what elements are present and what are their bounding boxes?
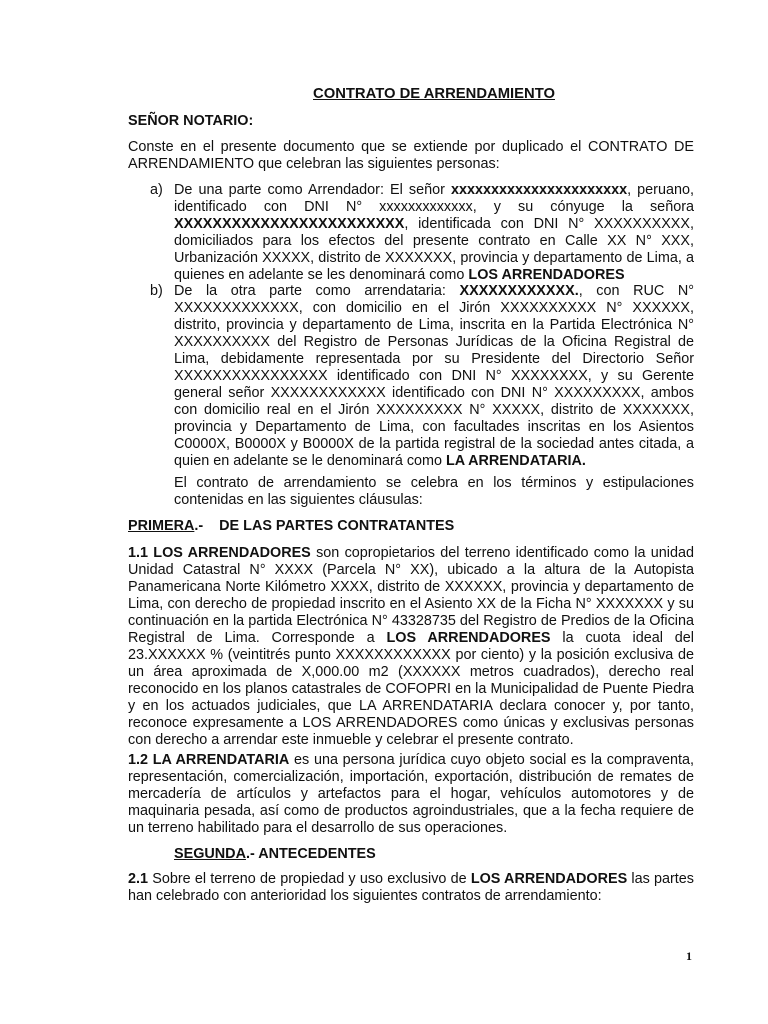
section-heading-primera: PRIMERA.- DE LAS PARTES CONTRATANTES [128, 518, 455, 534]
clause-1-2: 1.2 LA ARRENDATARIA es una persona jurídica cuyo objeto social es la compraventa, representación, comercialización, importación, exportación, distribución de remates de mercadería de artículos y artefactos para el hogar, vehículos automotores y de maquinaria pesada, así como de productos agroindustriales, que a la fecha requiere de un terreno habilitado para el desarrollo de sus operaciones. [128, 752, 694, 836]
list-item-b: De la otra parte como arrendataria: XXXXXXXXXXXX., con RUC N° XXXXXXXXXXXXX, con domicilio en el Jirón XXXXXXXXXX N° XXXXXX, distrito, provincia y departamento de Lima, inscrita en la Partida Electrónica N° XXXXXXXXXX del Registro de Personas Jurídicas de la Oficina Registral de Lima, debidamente representada por su Presidente del Directorio Señor XXXXXXXXXXXXXXXX identificado con DNI N° XXXXXXXX, y su Gerente general señor XXXXXXXXXXXX identificado con DNI N° XXXXXXXXX, ambos con domicilio real en el Jirón XXXXXXXXX N° XXXXX, distrito de XXXXXXX, provincia y Departamento de Lima, con facultades inscritas en los Asientos C0000X, B0000X y B0000X de la partida registral de la sociedad antes citada, a quien en adelante se le denominará como LA ARRENDATARIA. [174, 283, 694, 469]
list-item-a: De una parte como Arrendador: El señor xxxxxxxxxxxxxxxxxxxxxx, peruano, identificado con DNI N° xxxxxxxxxxxxx, y su cónyuge la señora XXXXXXXXXXXXXXXXXXXXXXXX, identificada con DNI N° XXXXXXXXXX, domiciliados para los efectos del presente contrato en Calle XX N° XXX, Urbanización XXXXX, distrito de XXXXXXX, provincia y departamento de Lima, a quienes en adelante se les denominará como LOS ARRENDADORES [174, 182, 694, 283]
intro-paragraph: Conste en el presente documento que se extiende por duplicado el CONTRATO DE ARRENDAMIENTO que celebran las siguientes personas: [128, 139, 694, 172]
document-title: CONTRATO DE ARRENDAMIENTO [313, 86, 555, 102]
list-marker-b: b) [150, 283, 163, 299]
section-heading-segunda: SEGUNDA.- ANTECEDENTES [174, 846, 376, 862]
clauses-intro-paragraph: El contrato de arrendamiento se celebra en los términos y estipulaciones contenidas en las siguientes cláusulas: [174, 475, 694, 508]
clause-1-1: 1.1 LOS ARRENDADORES son copropietarios del terreno identificado como la unidad Unidad Catastral N° XXXX (Parcela N° XX), ubicado a la altura de la Autopista Panamericana Norte Kilómetro XXXX, distrito de XXXXXX, provincia y departamento de Lima, con derecho de propiedad inscrito en el Asiento XX de la Ficha N° XXXXXXX y su continuación en la partida Electrónica N° 43328735 del Registro de Predios de la Oficina Registral de Lima. Corresponde a LOS ARRENDADORES la cuota ideal del 23.XXXXXX % (veintitrés punto XXXXXXXXXXXX por ciento) y la posición exclusiva de un área aproximada de X,000.00 m2 (XXXXXX metros cuadrados), derecho real reconocido en los planos catastrales de COFOPRI en la Municipalidad de Puente Piedra y en los actuados judiciales, que LA ARRENDATARIA declara conocer y, por tanto, reconoce expresamente a LOS ARRENDADORES como únicas y exclusivas personas con derecho a arrendar este inmueble y celebrar el presente contrato. [128, 545, 694, 748]
list-marker-a: a) [150, 182, 163, 198]
clause-2-1: 2.1 Sobre el terreno de propiedad y uso exclusivo de LOS ARRENDADORES las partes han celebrado con anterioridad los siguientes contratos de arrendamiento: [128, 871, 694, 904]
page-number: 1 [686, 949, 692, 963]
salutation: SEÑOR NOTARIO: [128, 113, 254, 129]
